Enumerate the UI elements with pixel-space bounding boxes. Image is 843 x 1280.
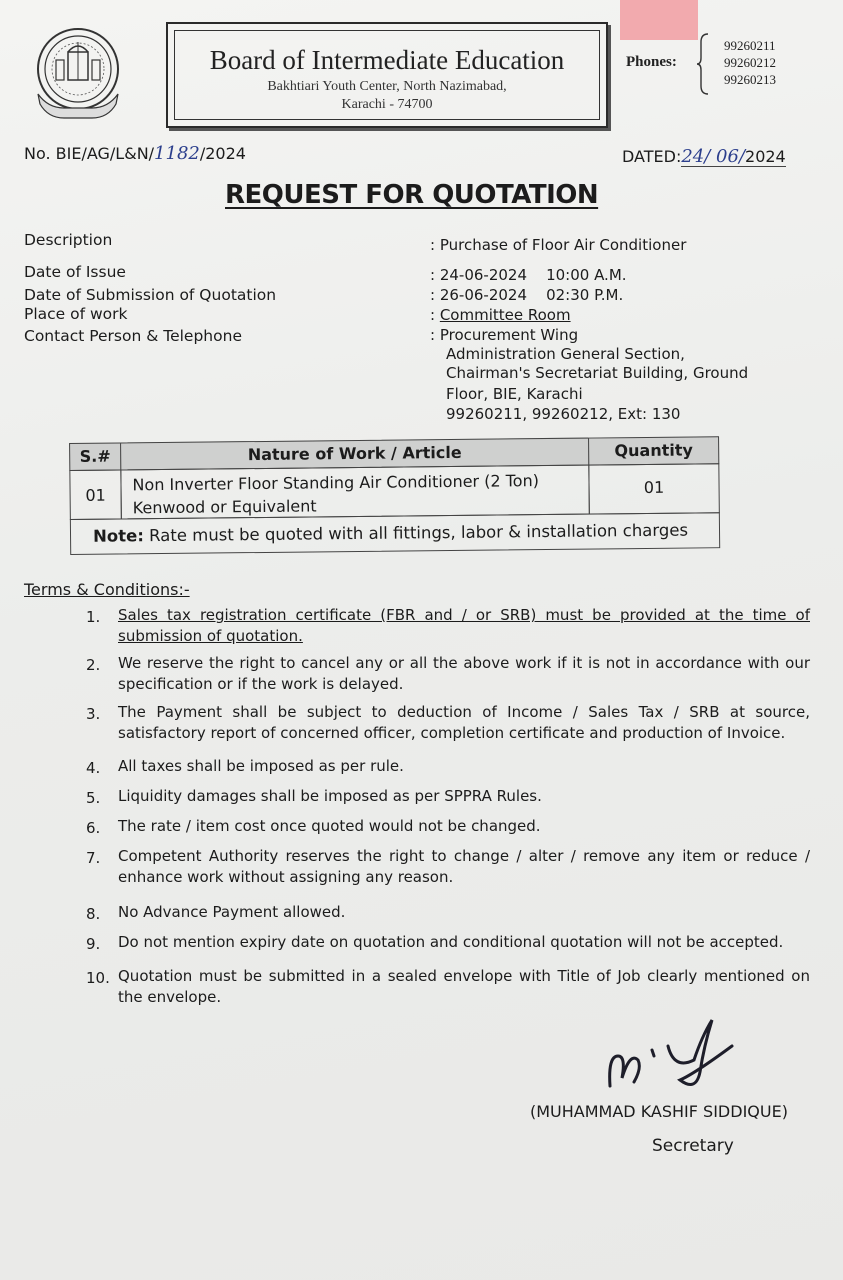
contact-phone-line: 99260211, 99260212, Ext: 130 — [446, 405, 681, 423]
table-header-article: Nature of Work / Article — [120, 438, 589, 471]
sticky-note-tab — [620, 0, 698, 40]
place-of-work-label: Place of work — [24, 305, 128, 323]
submission-date-value: : 26-06-2024 02:30 P.M. — [430, 286, 624, 304]
brace-icon — [696, 32, 710, 96]
place-of-work-value: : Committee Room — [430, 306, 571, 324]
signatory-name: (MUHAMMAD KASHIF SIDDIQUE) — [530, 1102, 788, 1121]
table-cell-sno: 01 — [69, 469, 122, 520]
phones-label: Phones: — [626, 54, 677, 70]
handwritten-ref: 1182 — [154, 143, 200, 164]
signature-mark — [604, 1016, 734, 1092]
note-label: Note: — [92, 526, 144, 546]
letterhead-box — [166, 22, 608, 128]
reference-number: No. BIE/AG/L&N/1182/2024 — [24, 143, 246, 164]
issue-date-label: Date of Issue — [24, 263, 126, 281]
note-text: Rate must be quoted with all fittings, labor & installation charges — [143, 520, 689, 546]
signatory-designation: Secretary — [652, 1136, 734, 1156]
organization-name: Board of Intermediate Education — [209, 45, 565, 75]
contact-address-line: Chairman's Secretariat Building, Ground — [446, 364, 749, 382]
quotation-table — [69, 430, 724, 557]
table-header-quantity: Quantity — [588, 436, 719, 465]
terms-title: Terms & Conditions:- — [24, 580, 190, 599]
issue-date-value: : 24-06-2024 10:00 A.M. — [430, 266, 627, 284]
description-label: Description — [24, 231, 113, 249]
submission-date-label: Date of Submission of Quotation — [24, 286, 277, 304]
board-seal-logo — [28, 24, 128, 124]
table-cell-quantity: 01 — [588, 463, 720, 514]
dated-field: DATED:24/ 06/2024 — [622, 146, 786, 167]
document-page: Board of Intermediate Education Bakhtiari Youth Center, North Nazimabad, Karachi - 74700 Phones: 99260211 99260212 99260213 No. BIE/AG/L&N/1182/2024 DATED:24/ 06/2024 REQUEST FOR QUOTATION Description : Purchase of Floor Air Conditioner Date of Issue : 24-06-2024 10:00 A.M. Date of Submission of Quotation : 26-06-2024 02:30 P.M. Place of work : Committee Room Contact Person & Telephone : Procurement Wing Administration General Section, Chairman's Secretariat Building, Ground Floor, BIE, Karachi 99260211, 99260212, Ext: 130 S.# Nature of Work / Article Quantity 01 Non Inverter Floor Standing Air Conditioner (2 Ton) Kenwood or Equivalent 01 Note: Rate must be quoted with all fittings, labor & installation charges Terms & Conditions:- 1. Sales tax registration certificate (FBR and / or SRB) must be provided at the time of submission of quotation. 2. We reserve the right to cancel any or all the above work if it is not in accordance with our specification or if the work is delayed. 3. The Payment shall be subject to deduction of Income / Sales Tax / SRB at source, satisfactory report of concerned officer, completion certificate and production of Invoice. 4. All taxes shall be imposed as per rule. 5. Liquidity damages shall be imposed as per SPPRA Rules. 6. The rate / item cost once quoted would not be changed. 7. Competent Authority reserves the right to change / alter / remove any item or reduce / enhance work without assigning any reason. 8. No Advance Payment allowed. 9. Do not mention expiry date on quotation and conditional quotation will not be accepted. 10. Quotation must be submitted in a sealed envelope with Title of Job clearly mentioned on the envelope. (MUHAMMAD KASHIF SIDDIQUE) Secretary — [0, 0, 843, 1280]
document-title: REQUEST FOR QUOTATION — [225, 180, 599, 210]
contact-address-line: Floor, BIE, Karachi — [446, 385, 583, 403]
phone-number: 99260211 — [724, 38, 776, 53]
description-value: : Purchase of Floor Air Conditioner — [430, 236, 687, 254]
contact-address-line: Administration General Section, — [446, 345, 685, 363]
phone-number: 99260212 — [724, 55, 776, 70]
address-line-1: Bakhtiari Youth Center, North Nazimabad, — [267, 79, 507, 94]
table-header-sno: S.# — [69, 442, 121, 471]
phone-number: 99260213 — [724, 72, 776, 87]
table-note-row — [70, 512, 720, 555]
address-line-2: Karachi - 74700 — [341, 97, 433, 112]
handwritten-date: 24/ 06/ — [681, 146, 746, 167]
contact-label: Contact Person & Telephone — [24, 327, 242, 345]
table-cell-article: Non Inverter Floor Standing Air Conditioner (2 Ton) Kenwood or Equivalent — [120, 465, 589, 520]
contact-value: : Procurement Wing — [430, 326, 579, 344]
